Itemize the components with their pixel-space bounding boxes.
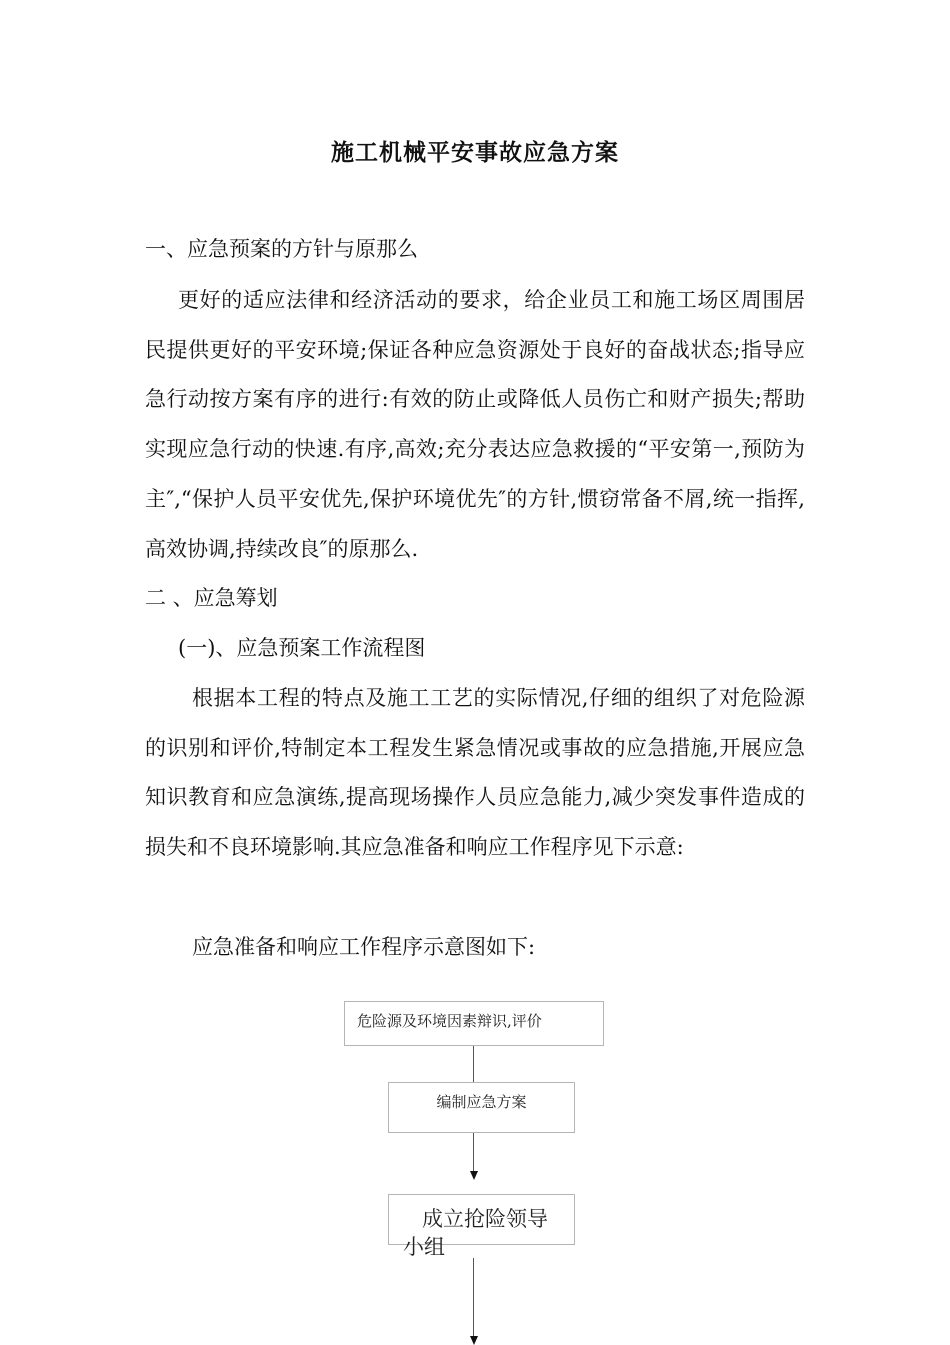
principles-paragraph: 更好的适应法律和经济活动的要求，给企业员工和施工场区周围居民提供更好的平安环境;保证各种应急资源处于良好的奋战状态;指导应急行动按方案有序的进行:有效的防止或降低人员伤亡和财产损失;帮助实现应急行动的快速.有序,高效;充分表达应急救援的“平安第一,预防为主″,“保护人员平安优先,保护环境优先″的方针,惯窃常备不屑,统一指挥,高效协调,持续改良″的原那么. — [145, 288, 805, 561]
diagram-intro-text: 应急准备和响应工作程序示意图如下: — [192, 935, 536, 959]
flowchart-connector — [473, 1133, 474, 1171]
flowchart-step-emergency-team — [388, 1194, 575, 1259]
flowchart-step-label: 编制应急方案 — [436, 1093, 527, 1111]
document-title: 施工机械平安事故应急方案 — [331, 139, 619, 166]
section-heading-principles: 一、应急预案的方针与原那么 — [145, 237, 418, 261]
flowchart-step-hazard-identification — [344, 1001, 604, 1046]
arrow-down-icon — [470, 1336, 478, 1345]
flowchart-step-label: 危险源及环境因素辩识,评价 — [357, 1012, 542, 1030]
flowchart-step-label: 成立抢险领导 — [422, 1207, 548, 1231]
arrow-down-icon — [470, 1171, 478, 1180]
flowchart-connector — [473, 1046, 474, 1082]
planning-paragraph: 根据本工程的特点及施工工艺的实际情况,仔细的组织了对危险源的识别和评价,特制定本工程发生紧急情况或事故的应急措施,开展应急知识教育和应急演练,提高现场操作人员应急能力,减少突发事件造成的损失和不良环境影响.其应急准备和响应工作程序见下示意: — [145, 686, 805, 860]
flowchart-step-prepare-plan — [388, 1082, 575, 1133]
flowchart-connector — [473, 1258, 474, 1338]
subsection-heading-flowchart: (一)、应急预案工作流程图 — [178, 636, 426, 660]
section-heading-planning: 二 、应急筹划 — [145, 586, 278, 610]
flowchart-step-overflow-label: 小组 — [403, 1235, 445, 1259]
